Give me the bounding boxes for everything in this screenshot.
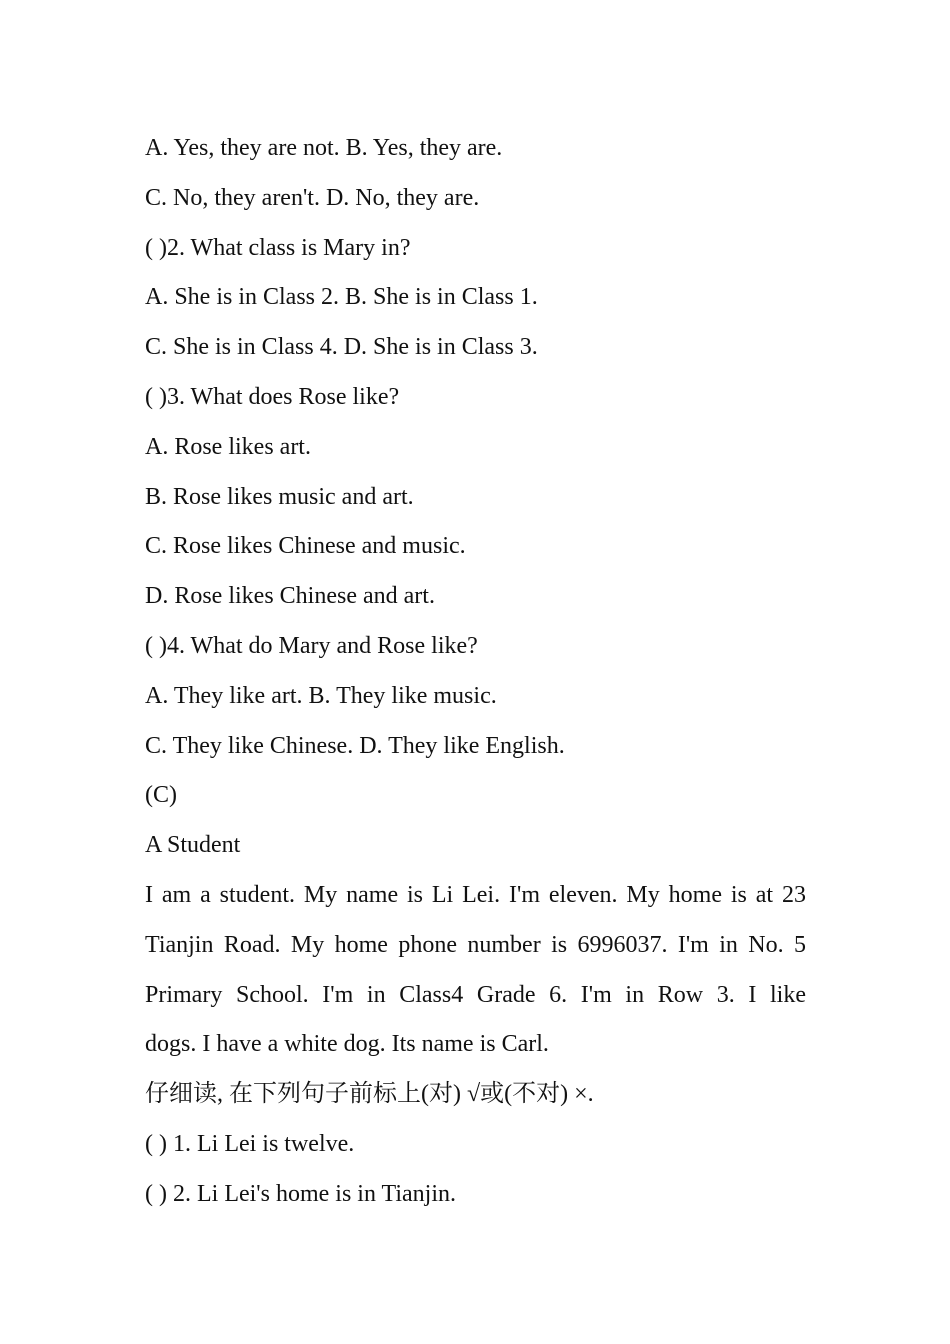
true-false-item: ( ) 2. Li Lei's home is in Tianjin. bbox=[145, 1180, 456, 1207]
q2-options-cd: C. She is in Class 4. D. She is in Class 3. bbox=[145, 334, 538, 361]
q3-option-d: D. Rose likes Chinese and art. bbox=[145, 583, 435, 610]
passage-line: Primary School. I'm in Class4 Grade 6. I'm in Row 3. I like bbox=[145, 981, 806, 1008]
q4-options-ab: A. They like art. B. They like music. bbox=[145, 682, 497, 709]
q4-options-cd: C. They like Chinese. D. They like English. bbox=[145, 732, 565, 759]
passage-title: A Student bbox=[145, 832, 241, 859]
q1-options-cd: C. No, they aren't. D. No, they are. bbox=[145, 184, 480, 211]
true-false-item: ( ) 1. Li Lei is twelve. bbox=[145, 1130, 355, 1157]
document-page bbox=[145, 124, 806, 1220]
q3-option-c: C. Rose likes Chinese and music. bbox=[145, 533, 466, 560]
passage-line: dogs. I have a white dog. Its name is Carl. bbox=[145, 1031, 549, 1058]
q2-options-ab: A. She is in Class 2. B. She is in Class 1. bbox=[145, 284, 538, 311]
q3-option-a: A. Rose likes art. bbox=[145, 433, 311, 460]
instruction-text: 仔细读, 在下列句子前标上(对) √或(不对) ×. bbox=[145, 1081, 594, 1108]
q4-question: ( )4. What do Mary and Rose like? bbox=[145, 632, 478, 659]
q3-question: ( )3. What does Rose like? bbox=[145, 383, 400, 410]
passage-line: I am a student. My name is Li Lei. I'm eleven. My home is at 23 bbox=[145, 881, 806, 908]
q3-option-b: B. Rose likes music and art. bbox=[145, 483, 414, 510]
q1-options-ab: A. Yes, they are not. B. Yes, they are. bbox=[145, 135, 503, 161]
section-c-label: (C) bbox=[145, 782, 177, 809]
passage-line: Tianjin Road. My home phone number is 6996037. I'm in No. 5 bbox=[145, 931, 806, 958]
q2-question: ( )2. What class is Mary in? bbox=[145, 234, 411, 261]
